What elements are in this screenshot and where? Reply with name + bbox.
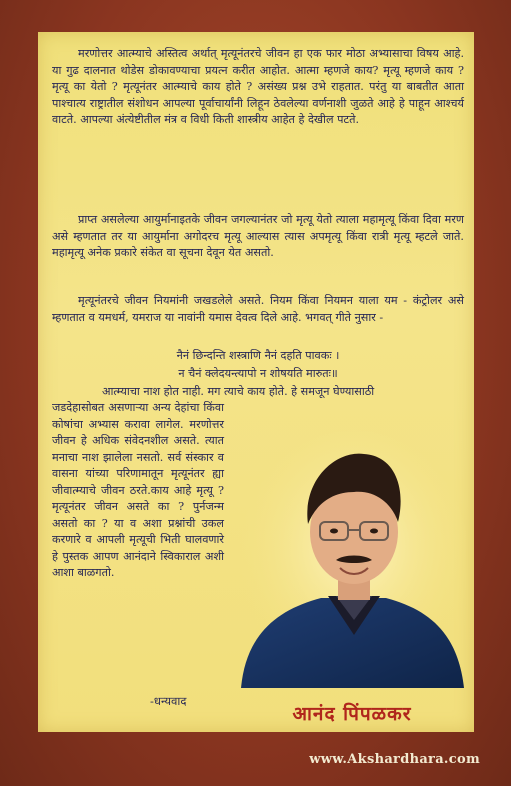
blurb-paragraph-1: मरणोत्तर आत्म्याचे अस्तित्व अर्थात् मृत्यूनंतरचे जीवन हा एक फार मोठा अभ्यासाचा विषय आहे. या गुढ दालनात थोडेस डोकावण्याचा प्रयत्न करीत आहोत. आत्मा म्हणजे काय? मृत्यू म्हणजे काय ? मृत्यू का येतो ? मृत्यूनंतर आत्म्याचे काय होते ? असंख्य प्रश्न उभे राहतात. परंतु या बाबतीत आता पाश्चात्य राष्ट्रातील संशोधन आपल्या पूर्वाचार्यांनी लिहून ठेवलेल्या वर्णनाशी जुळते आहे हे पाहून आश्चर्य वाटते. आपल्या अंत्येष्टीतील मंत्र व विधी किती शास्त्रीय आहेत हे देखील पटते. bbox=[52, 47, 464, 126]
author-photo bbox=[236, 420, 466, 690]
blurb-paragraph-3: मृत्यूनंतरचे जीवन नियमांनी जखडलेले असते. नियम किंवा नियमन याला यम - कंट्रोलर असे म्हणतात व यमधर्म, यमराज या नावांनी यमास देवत्व दिले आहे. भगवत् गीते नुसार - bbox=[52, 294, 464, 324]
thanks-note: -धन्यवाद bbox=[150, 694, 187, 708]
blurb-paragraph-4-lead: आत्म्याचा नाश होत नाही. मग त्याचे काय होते. हे समजून घेण्यासाठी bbox=[102, 385, 375, 398]
gita-verse-line-1: नैनं छिन्दन्ति शस्त्राणि नैनं दहति पावकः । bbox=[176, 349, 340, 362]
author-name: आनंद पिंपळकर bbox=[292, 703, 412, 725]
publisher-website: www.Akshardhara.com bbox=[309, 752, 480, 767]
blurb-paragraph-4-rest: जडदेहासोबत असणाऱ्या अन्य देहांचा किंवा कोषांचा अभ्यास करावा लागेल. मरणोत्तर जीवन हे अधिक संवेदनशील असते. त्यात मनाचा नाश झालेला नसतो. सर्व संस्कार व वासना यांच्या परिणामातून मृत्यूनंतर ह्या जीवात्म्याचे जीवन ठरते.काय आहे मृत्यू ? मृत्यूनंतर जीवन असते का ? पुर्नजन्म असतो का ? या व अशा प्रश्नांची उकल करणारे व आपली मृत्यूची भिती घालवणारे हे पुस्तक आपण आनंदाने स्विकाराल अशी आशा बाळगतो. bbox=[52, 401, 224, 579]
blurb-paragraph-2: प्राप्त असलेल्या आयुर्मानाइतके जीवन जगल्यानंतर जो मृत्यू येतो त्याला महामृत्यू किंवा दिवा मरण असे म्हणतात तर या आयुर्माना अगोदरच मृत्यू आल्यास त्यास अपमृत्यू किंवा रात्री मृत्यू म्हटले जाते. महामृत्यू अनेक प्रकारे संकेत वा सूचना देवून येत असतो. bbox=[52, 213, 464, 259]
gita-verse-line-2: न चैनं क्लेदयन्त्यापो न शोषयति मारुतः॥ bbox=[178, 367, 338, 380]
